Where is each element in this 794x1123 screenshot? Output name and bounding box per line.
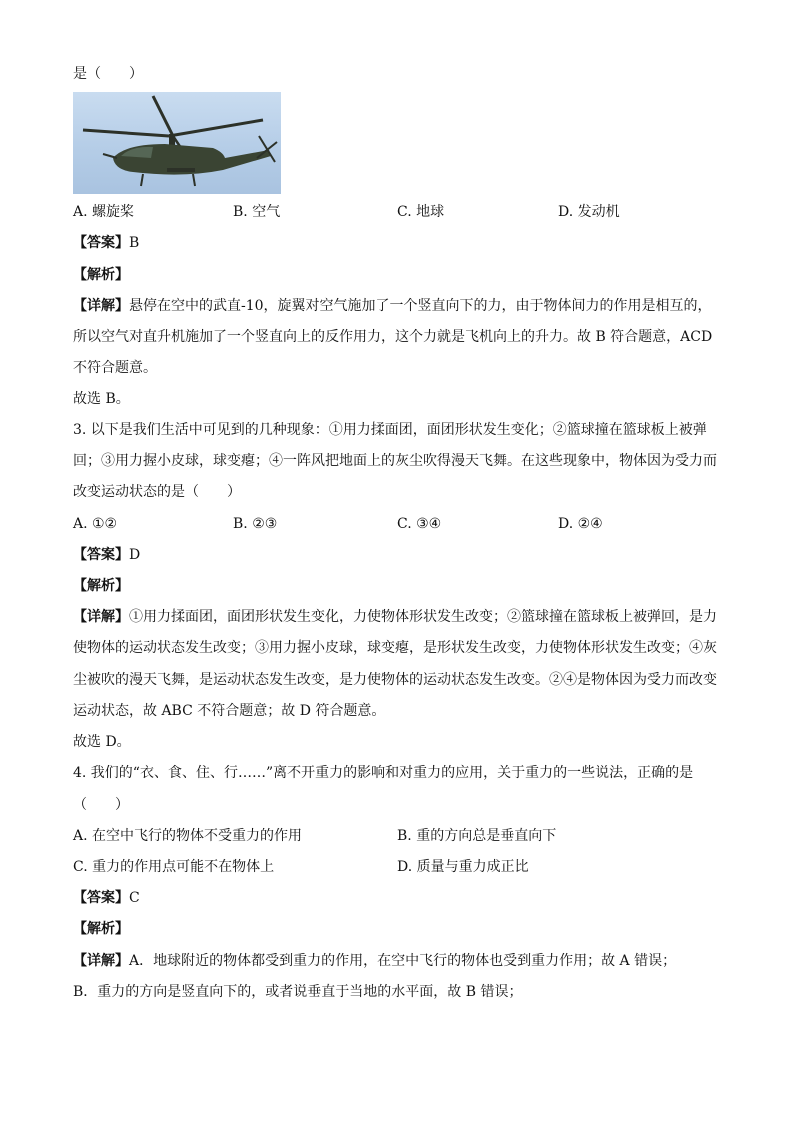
q3-option-c: C. ③④ (397, 516, 442, 532)
q3-detail-line-2: 使物体的运动状态发生改变；③用力握小皮球，球变瘪，是形状发生改变，力使物体形状发生改变；④灰 (73, 640, 717, 656)
analysis-tag: 【解析】 (73, 578, 129, 594)
q4-option-b: B. 重的方向总是垂直向下 (397, 828, 557, 844)
q4-option-a: A. 在空中飞行的物体不受重力的作用 (73, 828, 303, 844)
q2-option-c: C. 地球 (397, 204, 445, 220)
q2-detail-line-2: 所以空气对直升机施加了一个竖直向上的反作用力，这个力就是飞机向上的升力。故 B 符合题意，ACD (73, 329, 713, 345)
answer-value: B (129, 235, 140, 251)
analysis-tag: 【解析】 (73, 921, 129, 937)
q2-stem-tail: 是（ ） (73, 66, 143, 82)
q4-stem-line-1: 4. 我们的“衣、食、住、行……”离不开重力的影响和对重力的应用，关于重力的一些说法，正确的是 (73, 765, 694, 781)
q3-stem-line-2: 回；③用力握小皮球，球变瘪；④一阵风把地面上的灰尘吹得漫天飞舞。在这些现象中，物体因为受力而 (73, 453, 717, 469)
detail-text: 悬停在空中的武直-10，旋翼对空气施加了一个竖直向下的力，由于物体间力的作用是相互的， (129, 298, 712, 314)
q3-stem-line-3: 改变运动状态的是（ ） (73, 484, 241, 500)
answer-tag: 【答案】 (73, 890, 129, 906)
q2-answer (73, 233, 139, 253)
q2-detail-line-1 (73, 296, 712, 316)
q3-detail-line-1 (73, 607, 717, 627)
q3-answer (73, 545, 140, 565)
q3-stem-line-1: 3. 以下是我们生活中可见到的几种现象：①用力揉面团，面团形状发生变化；②篮球撞在篮球板上被弹 (73, 422, 707, 438)
detail-text: ①用力揉面团，面团形状发生变化，力使物体形状发生改变；②篮球撞在篮球板上被弹回，是力 (129, 609, 717, 625)
analysis-tag: 【解析】 (73, 267, 129, 283)
q4-detail-line-2: B．重力的方向是竖直向下的，或者说垂直于当地的水平面，故 B 错误； (73, 984, 523, 1000)
q4-stem-line-2: （ ） (73, 797, 129, 813)
detail-tag: 【详解】 (73, 953, 129, 969)
q4-option-c: C. 重力的作用点可能不在物体上 (73, 859, 275, 875)
helicopter-image (73, 92, 281, 194)
q3-detail-line-4: 运动状态，故 ABC 不符合题意；故 D 符合题意。 (73, 703, 386, 719)
q2-option-d: D. 发动机 (558, 204, 620, 220)
answer-tag: 【答案】 (73, 547, 129, 563)
q2-detail-line-3: 不符合题意。 (73, 360, 157, 376)
q4-analysis (73, 919, 129, 939)
q3-option-a: A. ①② (73, 516, 118, 532)
q2-option-b: B. 空气 (233, 204, 281, 220)
answer-tag: 【答案】 (73, 235, 129, 251)
q4-detail-line-1 (73, 951, 676, 971)
answer-value: D (129, 547, 141, 563)
q3-detail-line-3: 尘被吹的漫天飞舞，是运动状态发生改变，是力使物体的运动状态发生改变。②④是物体因为受力而改变 (73, 672, 717, 688)
q3-analysis (73, 576, 129, 596)
answer-value: C (129, 890, 140, 906)
detail-tag: 【详解】 (73, 609, 129, 625)
q2-analysis (73, 265, 129, 285)
q4-answer (73, 888, 140, 908)
detail-text: A．地球附近的物体都受到重力的作用，在空中飞行的物体也受到重力作用；故 A 错误； (129, 953, 677, 969)
q3-option-b: B. ②③ (233, 516, 278, 532)
q3-conclusion: 故选 D。 (73, 734, 131, 750)
q2-option-a: A. 螺旋桨 (73, 204, 135, 220)
q3-option-d: D. ②④ (558, 516, 603, 532)
detail-tag: 【详解】 (73, 298, 129, 314)
q4-option-d: D. 质量与重力成正比 (397, 859, 529, 875)
q2-conclusion: 故选 B。 (73, 391, 130, 407)
helicopter-photo (73, 92, 281, 194)
